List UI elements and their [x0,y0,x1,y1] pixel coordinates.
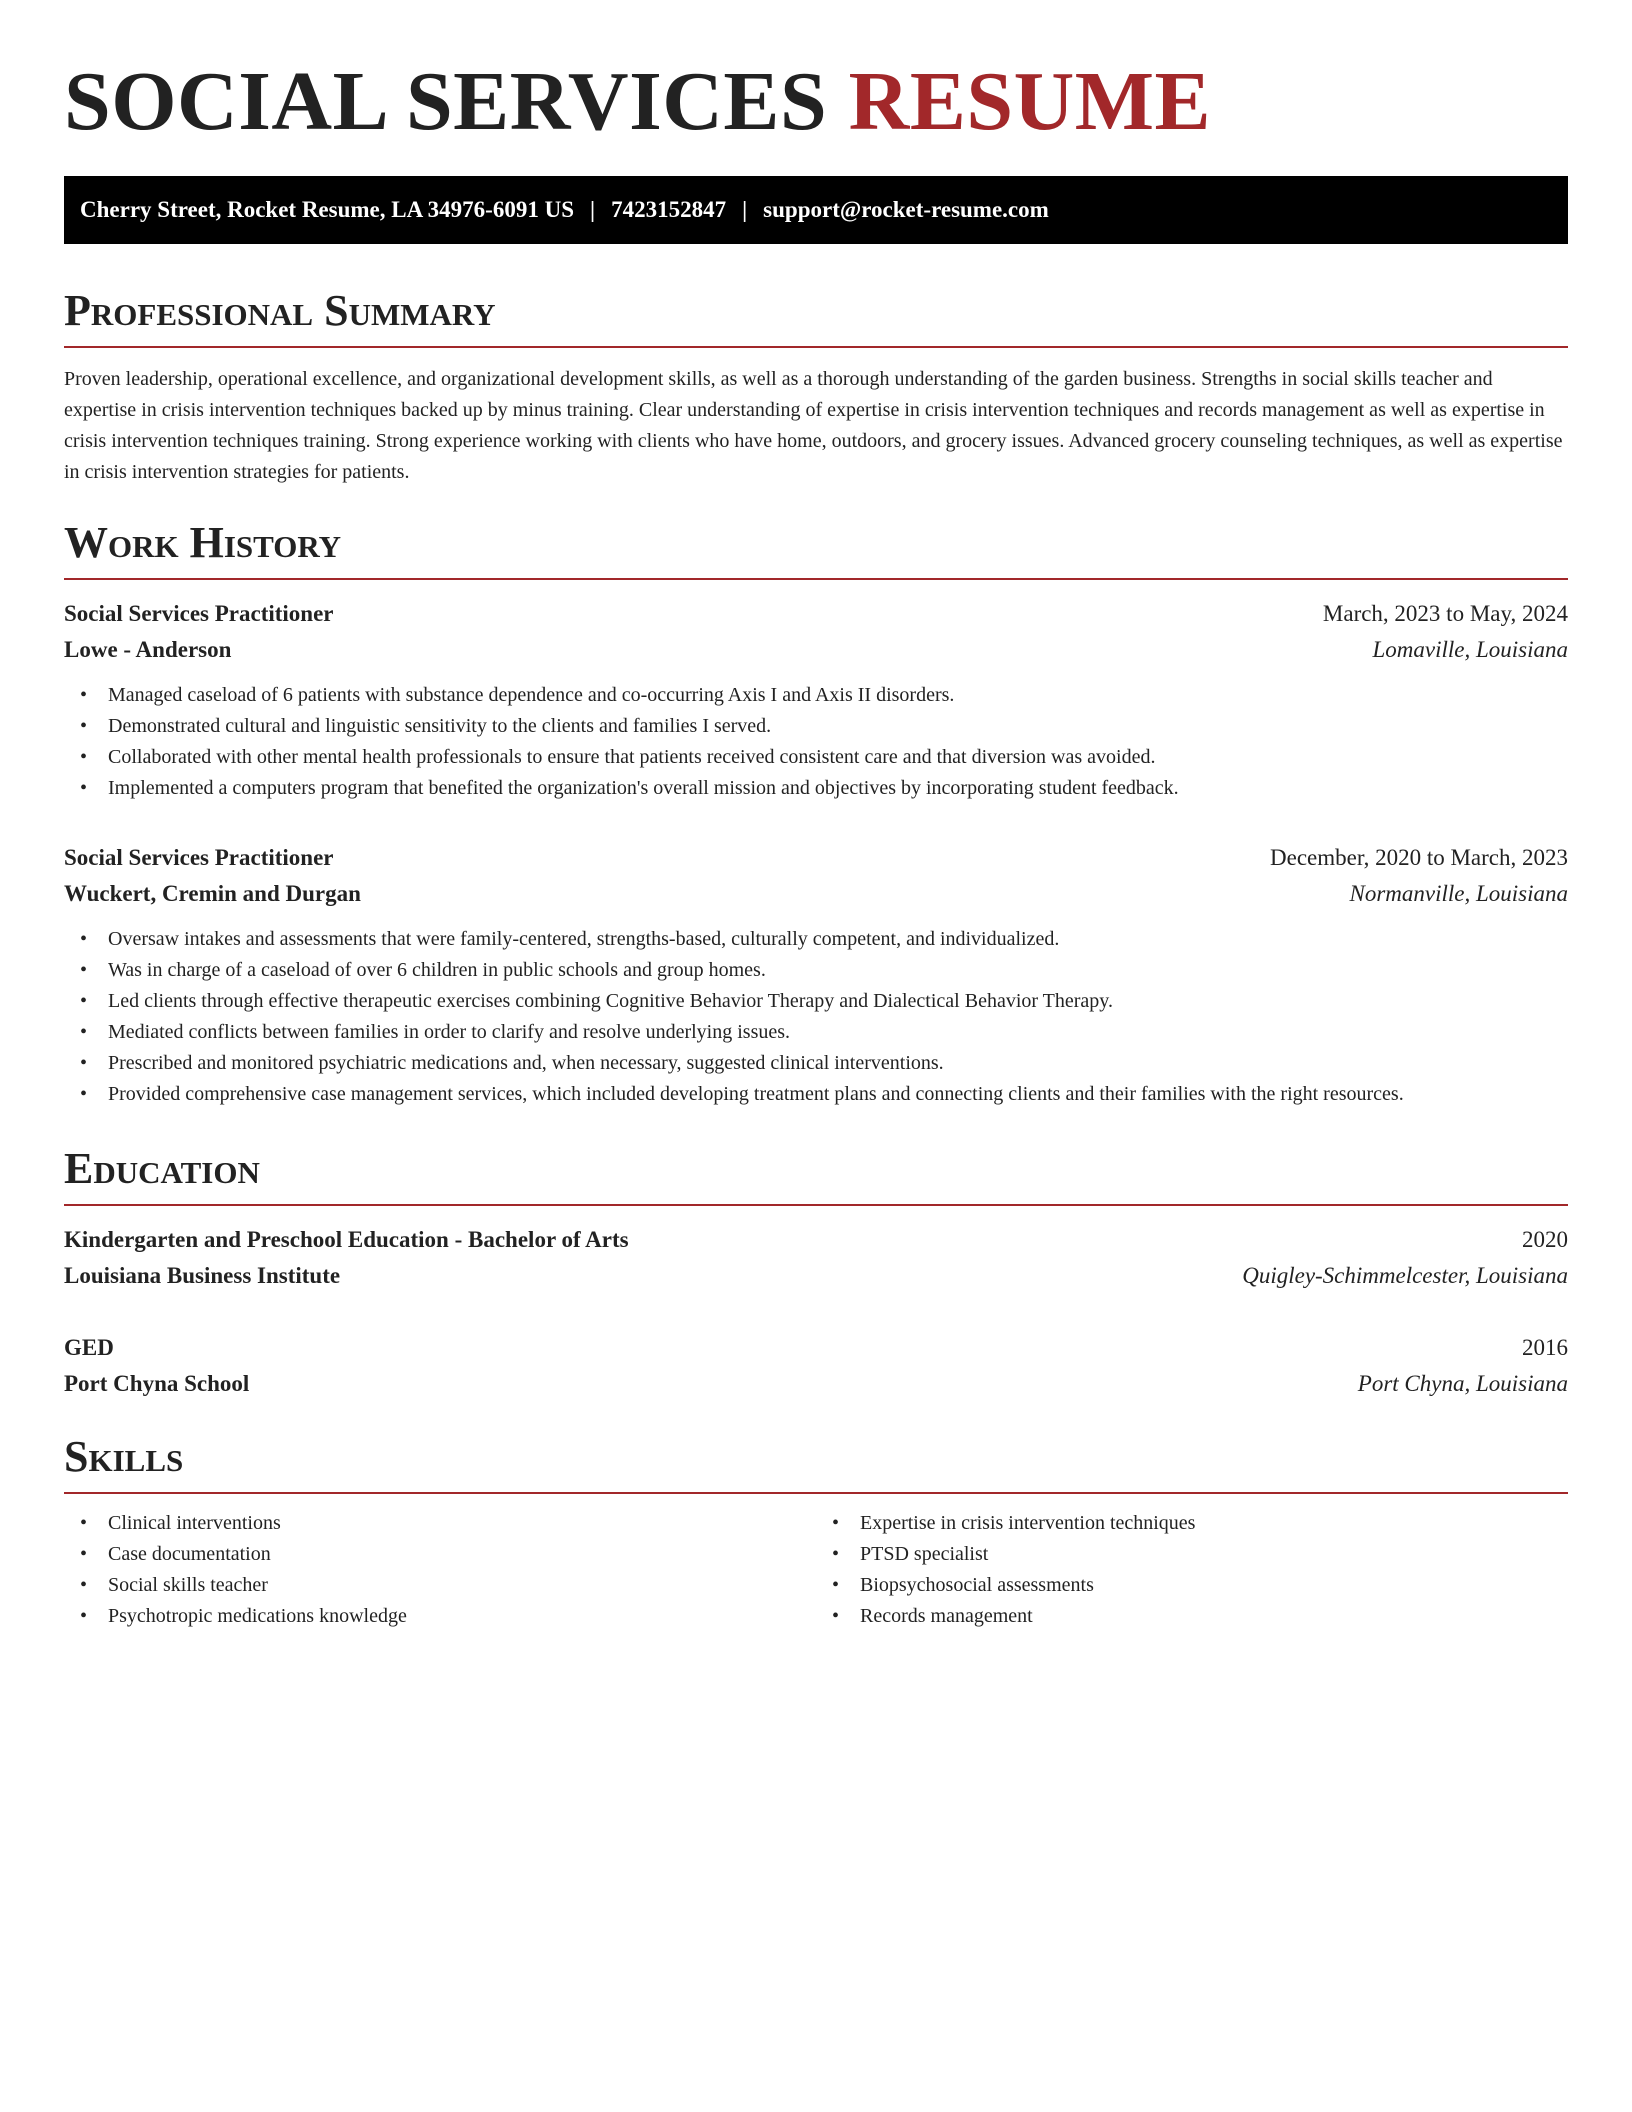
contact-phone: 7423152847 [611,197,727,222]
job-bullet-list [64,924,1568,1110]
education-degree: Kindergarten and Preschool Education - Bachelor of Arts [64,1227,629,1252]
education-header-row [64,1330,1568,1366]
job-company-row [64,632,1568,668]
job-location: Normanville, Louisiana [1349,881,1568,906]
job-company-row [64,876,1568,912]
education-school: Louisiana Business Institute [64,1263,341,1288]
education-year: 2020 [1522,1227,1568,1252]
list-item: • Expertise in crisis intervention techniques [816,1508,1568,1539]
job-dates: December, 2020 to March, 2023 [1270,845,1568,870]
job-company: Wuckert, Cremin and Durgan [64,881,361,906]
education-entry [64,1222,1568,1294]
skills-section [64,1432,1568,1632]
job-title: Social Services Practitioner [64,845,334,870]
education-entry [64,1330,1568,1402]
skills-list-left [64,1508,816,1632]
education-school-row [64,1366,1568,1402]
list-item: • Clinical interventions [64,1508,816,1539]
list-item: • Records management [816,1601,1568,1632]
list-item: • Biopsychosocial assessments [816,1570,1568,1601]
section-divider [64,346,1568,348]
list-item: • Led clients through effective therapeutic exercises combining Cognitive Behavior Therapy and Dialectical Behavior Therapy. [64,986,1568,1017]
job-entry [64,840,1568,1110]
education-section [64,1144,1568,1402]
list-item: • Prescribed and monitored psychiatric medications and, when necessary, suggested clinical interventions. [64,1048,1568,1079]
job-bullet-list [64,680,1568,804]
education-year: 2016 [1522,1335,1568,1360]
list-item: • Psychotropic medications knowledge [64,1601,816,1632]
contact-email[interactable]: support@rocket-resume.com [763,197,1049,222]
skills-list-right [816,1508,1568,1632]
list-item: • Case documentation [64,1539,816,1570]
list-item: • Implemented a computers program that benefited the organization's overall mission and objectives by incorporating student feedback. [64,773,1568,804]
job-title: Social Services Practitioner [64,601,334,626]
list-item: • PTSD specialist [816,1539,1568,1570]
section-divider [64,1492,1568,1494]
skills-grid [64,1508,1568,1632]
job-location: Lomaville, Louisiana [1372,637,1568,662]
list-item: • Was in charge of a caseload of over 6 children in public schools and group homes. [64,955,1568,986]
professional-summary-section [64,286,1568,488]
contact-bar [64,176,1568,244]
section-heading-summary: Professional Summary [64,286,496,335]
title-main: SOCIAL SERVICES [64,55,828,148]
contact-separator: | [590,197,596,222]
work-history-section [64,518,1568,1110]
job-header-row [64,596,1568,632]
section-heading-education: Education [64,1144,260,1193]
section-heading-work: Work History [64,518,342,567]
page-title [64,0,1568,148]
list-item: • Demonstrated cultural and linguistic sensitivity to the clients and families I served. [64,711,1568,742]
section-divider [64,1204,1568,1206]
section-heading-skills: Skills [64,1432,184,1481]
title-accent: RESUME [848,55,1212,148]
list-item: • Collaborated with other mental health professionals to ensure that patients received consistent care and that diversion was avoided. [64,742,1568,773]
contact-separator: | [742,197,748,222]
contact-address: Cherry Street, Rocket Resume, LA 34976-6091 US [80,197,574,222]
summary-text: Proven leadership, operational excellence, and organizational development skills, as well as a thorough understanding of the garden business. Strengths in social skills teacher and expertise in crisis intervention techniques backed up by minus training. Clear understanding of expertise in crisis intervention techniques and records management as well as expertise in crisis intervention techniques training. Strong experience working with clients who have home, outdoors, and grocery issues. Advanced grocery counseling techniques, as well as expertise in crisis intervention strategies for patients. [64,368,1563,483]
education-location: Port Chyna, Louisiana [1357,1371,1568,1396]
education-degree: GED [64,1335,114,1360]
job-entry [64,596,1568,804]
section-divider [64,578,1568,580]
education-header-row [64,1222,1568,1258]
list-item: • Social skills teacher [64,1570,816,1601]
education-location: Quigley-Schimmelcester, Louisiana [1242,1263,1568,1288]
job-header-row [64,840,1568,876]
job-company: Lowe - Anderson [64,637,232,662]
list-item: • Mediated conflicts between families in order to clarify and resolve underlying issues. [64,1017,1568,1048]
job-dates: March, 2023 to May, 2024 [1322,601,1568,626]
list-item: • Oversaw intakes and assessments that were family-centered, strengths-based, culturally competent, and individualized. [64,924,1568,955]
education-school: Port Chyna School [64,1371,250,1396]
education-school-row [64,1258,1568,1294]
list-item: • Managed caseload of 6 patients with substance dependence and co-occurring Axis I and Axis II disorders. [64,680,1568,711]
list-item: • Provided comprehensive case management services, which included developing treatment plans and connecting clients and their families with the right resources. [64,1079,1568,1110]
